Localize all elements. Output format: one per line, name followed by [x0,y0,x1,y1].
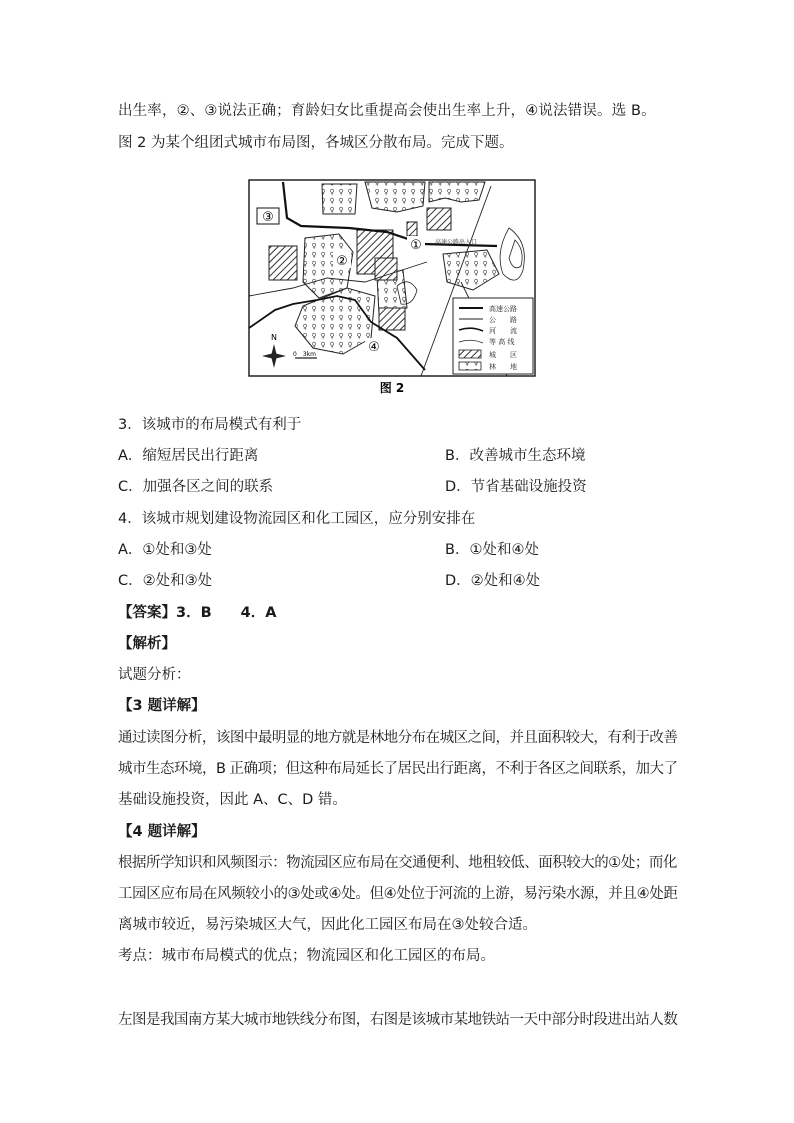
svg-text:①: ① [410,238,422,253]
text-line: 通过读图分析，该图中最明显的地方就是林地分布在城区之间，并且面积较大，有利于改善 [118,730,678,746]
north-label: N [271,333,277,342]
city-layout-map [247,178,537,396]
svg-text:③: ③ [262,210,274,225]
section-heading: 【4 题详解】 [118,824,206,840]
marker-1 [407,236,425,253]
section-heading: 【3 题详解】 [118,698,206,714]
svg-text:高速公路: 高速公路 [489,305,517,313]
entrance-label: 高速公路出入口 [435,239,478,246]
urban-area [379,308,405,330]
q3-option-d: D．节省基础设施投资 [445,479,587,495]
urban-area [407,222,417,236]
urban-area [375,258,397,280]
text-line: 考点：城市布局模式的优点；物流园区和化工园区的布局。 [118,948,495,964]
marker-4 [365,338,383,355]
analysis-heading: 【解析】 [118,636,176,652]
svg-text:河 流: 河 流 [489,327,517,335]
text-line: 基础设施投资，因此 A、C、D 错。 [118,792,347,808]
map-legend [453,298,533,374]
answer: 【答案】3．B 4．A [118,605,277,621]
svg-text:公 路: 公 路 [489,316,517,324]
text-line: 工园区应布局在风频较小的③处或④处。但④处位于河流的上游，易污染水源，并且④处距 [118,886,678,902]
q3-option-a: A．缩短居民出行距离 [118,448,259,464]
svg-text:等 高 线: 等 高 线 [489,338,515,346]
scale-label: 0 3km [293,351,316,358]
text-line: 图 2 为某个组团式城市布局图，各城区分散布局。完成下题。 [118,135,514,151]
q3-option-b: B．改善城市生态环境 [445,448,586,464]
q4-option-c: C．②处和③处 [118,573,213,589]
svg-text:林 地: 林 地 [489,363,517,371]
text-line: 根据所学知识和风频图示：物流园区应布局在交通便利、地租较低、面积较大的①处；而化 [118,855,677,871]
forest-area [429,182,485,202]
figure-caption: 图 2 [379,381,405,395]
forest-area [322,184,357,214]
marker-3 [257,208,279,225]
marker-2 [333,252,351,269]
urban-area [427,208,451,230]
forest-area [365,182,425,212]
q4-option-b: B．①处和④处 [445,542,539,558]
svg-text:②: ② [336,254,348,269]
text-line: 城市生态环境，B 正确项；但这种布局延长了居民出行距离，不利于各区之间联系，加大了 [118,761,678,777]
text-line: 左图是我国南方某大城市地铁线分布图，右图是该城市某地铁站一天中部分时段进出站人数 [118,1012,678,1028]
urban-area [269,246,297,280]
q4-option-d: D．②处和④处 [445,573,541,589]
svg-text:城 区: 城 区 [489,351,517,359]
q3-option-c: C．加强各区之间的联系 [118,479,274,495]
question-3: 3．该城市的布局模式有利于 [118,417,302,433]
text-line: 试题分析： [118,667,191,683]
q4-option-a: A．①处和③处 [118,542,212,558]
svg-text:④: ④ [368,340,380,355]
question-4: 4．该城市规划建设物流园区和化工园区，应分别安排在 [118,511,476,527]
text-line: 离城市较近，易污染城区大气，因此化工园区布局在③处较合适。 [118,917,537,933]
text-line: 出生率，②、③说法正确；育龄妇女比重提高会使出生率上升，④说法错误。选 B。 [118,103,656,119]
